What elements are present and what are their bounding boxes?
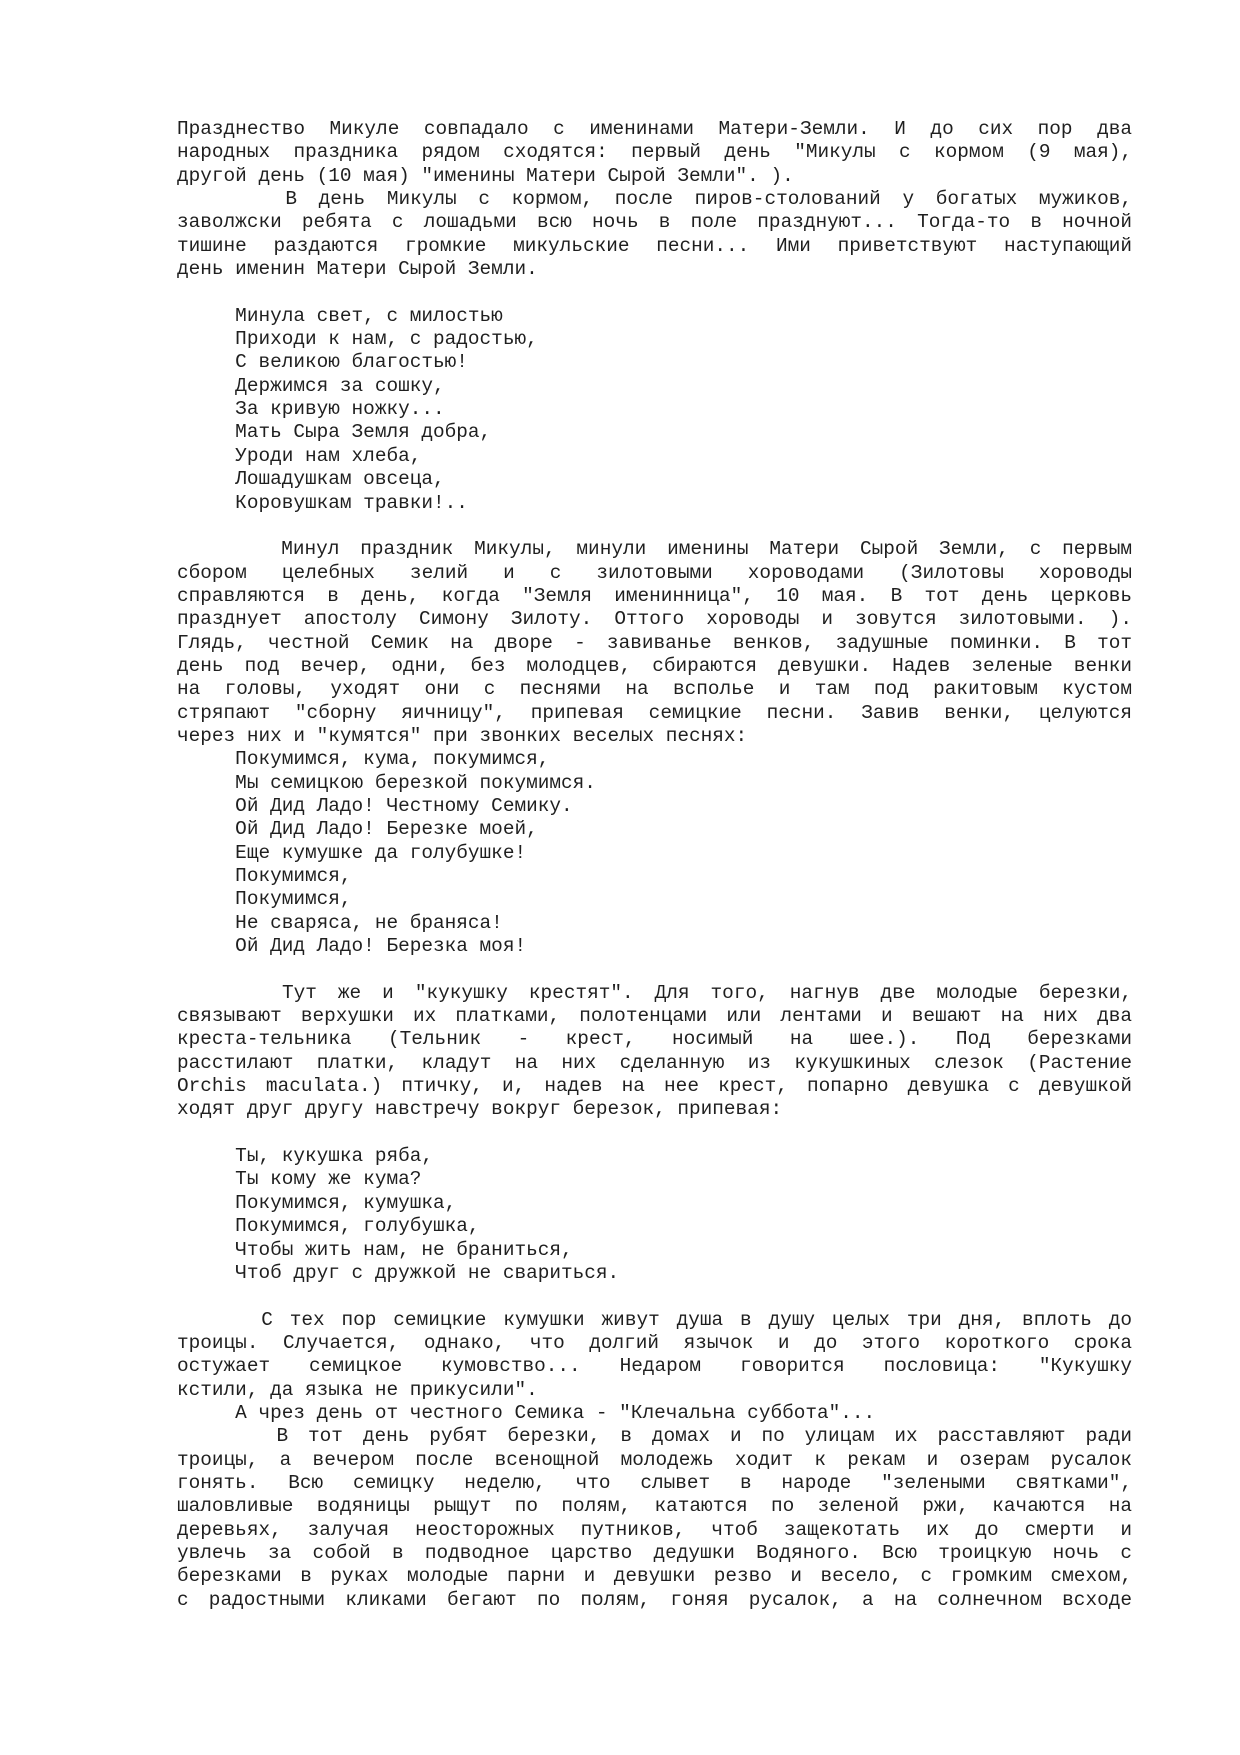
text-line: С тех пор семицкие кумушки живут душа в душу целых три дня, вплоть до — [177, 1309, 1132, 1332]
text-line: Празднество Микуле совпадало с именинами Матери-Земли. И до сих пор два — [177, 118, 1132, 140]
text-line: Тут же и "кукушку крестят". Для того, нагнув две молодые березки, — [177, 982, 1132, 1005]
text-line: троицы. Случается, однако, что долгий язычок и до этого короткого срока — [177, 1331, 1132, 1354]
text-line: Не сваряса, не браняса! — [177, 911, 503, 934]
line-indent — [177, 1309, 261, 1331]
line-indent — [177, 538, 281, 560]
text-line: Ты кому же кума? — [177, 1168, 422, 1191]
text-line: увлечь за собой в подводное царство дедушки Водяного. Всю троицкую ночь с — [177, 1541, 1132, 1564]
blank-line — [177, 1122, 1132, 1145]
text-line: шаловливые водяницы рыщут по полям, катаются по зеленой ржи, качаются на — [177, 1495, 1132, 1518]
text-line: Еще кумушке да голубушке! — [177, 841, 527, 864]
line-indent — [177, 1425, 277, 1447]
document-body — [177, 118, 1132, 1612]
text-line: Глядь, честной Семик на дворе - завиванье венков, задушные поминки. В тот — [177, 631, 1132, 654]
text-line: Коровушкам травки!.. — [177, 491, 468, 514]
text-line: справляются в день, когда "Земля именинница", 10 мая. В тот день церковь — [177, 584, 1132, 607]
text-line: с радостными кликами бегают по полям, гоняя русалок, а на солнечном всходе — [177, 1588, 1132, 1611]
blank-line — [177, 281, 1132, 304]
text-line: Ой Дид Ладо! Березке моей, — [177, 818, 538, 841]
text-line: связывают верхушки их платками, полотенцами или лентами и вешают на них два — [177, 1005, 1132, 1028]
text-line: Чтобы жить нам, не браниться, — [177, 1238, 573, 1261]
text-line: Мы семицкою березкой покумимся. — [177, 771, 596, 794]
text-line: день именин Матери Сырой Земли. — [177, 258, 538, 281]
text-line: другой день (10 мая) "именины Матери Сырой Земли". ). — [177, 164, 794, 187]
text-line: Покумимся, — [177, 888, 352, 911]
text-line: кстили, да языка не прикусили". — [177, 1378, 538, 1401]
text-line: троицы, а вечером после всенощной молодежь ходит к рекам и озерам русалок — [177, 1448, 1132, 1471]
text-line: Лошадушкам овсеца, — [177, 468, 445, 491]
text-line: Покумимся, — [177, 865, 352, 887]
text-line: Покумимся, кумушка, — [177, 1191, 457, 1214]
blank-line — [177, 515, 1132, 538]
text-line: березками в руках молодые парни и девушки резво и весело, с громким смехом, — [177, 1565, 1132, 1588]
text-line: Ой Дид Ладо! Честному Семику. — [177, 794, 573, 817]
blank-line — [177, 1285, 1132, 1308]
text-line: Ой Дид Ладо! Березка моя! — [177, 935, 527, 958]
text-line: Держимся за сошку, — [177, 374, 445, 397]
text-line: В тот день рубят березки, в домах и по улицам их расставляют ради — [177, 1425, 1132, 1448]
text-line: Минул праздник Микулы, минули именины Матери Сырой Земли, с первым — [177, 538, 1132, 561]
text-line: заволжски ребята с лошадьми всю ночь в поле празднуют... Тогда-то в ночной — [177, 211, 1132, 234]
text-line: Покумимся, голубушка, — [177, 1215, 480, 1238]
text-line: креста-тельника (Тельник - крест, носимый на шее.). Под березками — [177, 1028, 1132, 1051]
text-line: Минула свет, с милостью — [177, 304, 503, 327]
text-line: деревьях, залучая неосторожных путников, чтоб защекотать их до смерти и — [177, 1518, 1132, 1541]
text-line: Мать Сыра Земля добра, — [177, 421, 492, 444]
text-line: Уроди нам хлеба, — [177, 444, 422, 467]
text-line: остужает семицкое кумовство... Недаром говорится пословица: "Кукушку — [177, 1355, 1132, 1378]
text-line: расстилают платки, кладут на них сделанную из кукушкиных слезок (Растение — [177, 1051, 1132, 1074]
text-line: гонять. Всю семицку неделю, что слывет в народе "зелеными святками", — [177, 1471, 1132, 1494]
text-line: Orchis maculata.) птичку, и, надев на нее крест, попарно девушка с девушкой — [177, 1075, 1132, 1098]
text-line: Ты, кукушка ряба, — [177, 1145, 433, 1168]
text-line: народных праздника рядом сходятся: первый день "Микулы с кормом (9 мая), — [177, 141, 1132, 164]
text-line: стряпают "сборну яичницу", припевая семицкие песни. Завив венки, целуются — [177, 701, 1132, 724]
text-line: на головы, уходят они с песнями на всполье и там под ракитовым кустом — [177, 678, 1132, 701]
line-indent — [177, 188, 285, 210]
text-line: За кривую ножку... — [177, 398, 445, 421]
text-line: Приходи к нам, с радостью, — [177, 328, 538, 351]
text-line: ходят друг другу навстречу вокруг березок, припевая: — [177, 1098, 783, 1121]
text-line: празднует апостолу Симону Зилоту. Оттого хороводы и зовутся зилотовыми. ). — [177, 608, 1132, 631]
text-line: тишине раздаются громкие микульские песни... Ими приветствуют наступающий — [177, 234, 1132, 257]
text-line: день под вечер, одни, без молодцев, сбираются девушки. Надев зеленые венки — [177, 654, 1132, 677]
text-line: С великою благостью! — [177, 351, 468, 374]
text-line: В день Микулы с кормом, после пиров-столований у богатых мужиков, — [177, 188, 1132, 211]
text-line: А чрез день от честного Семика - "Клечальна суббота"... — [177, 1401, 876, 1424]
text-line: Чтоб друг с дружкой не свариться. — [177, 1261, 620, 1284]
blank-line — [177, 958, 1132, 981]
text-line: через них и "кумятся" при звонких веселых песнях: — [177, 724, 748, 747]
line-indent — [177, 982, 282, 1004]
text-line: сбором целебных зелий и с зилотовыми хороводами (Зилотовы хороводы — [177, 561, 1132, 584]
text-line: Покумимся, кума, покумимся, — [177, 748, 550, 771]
